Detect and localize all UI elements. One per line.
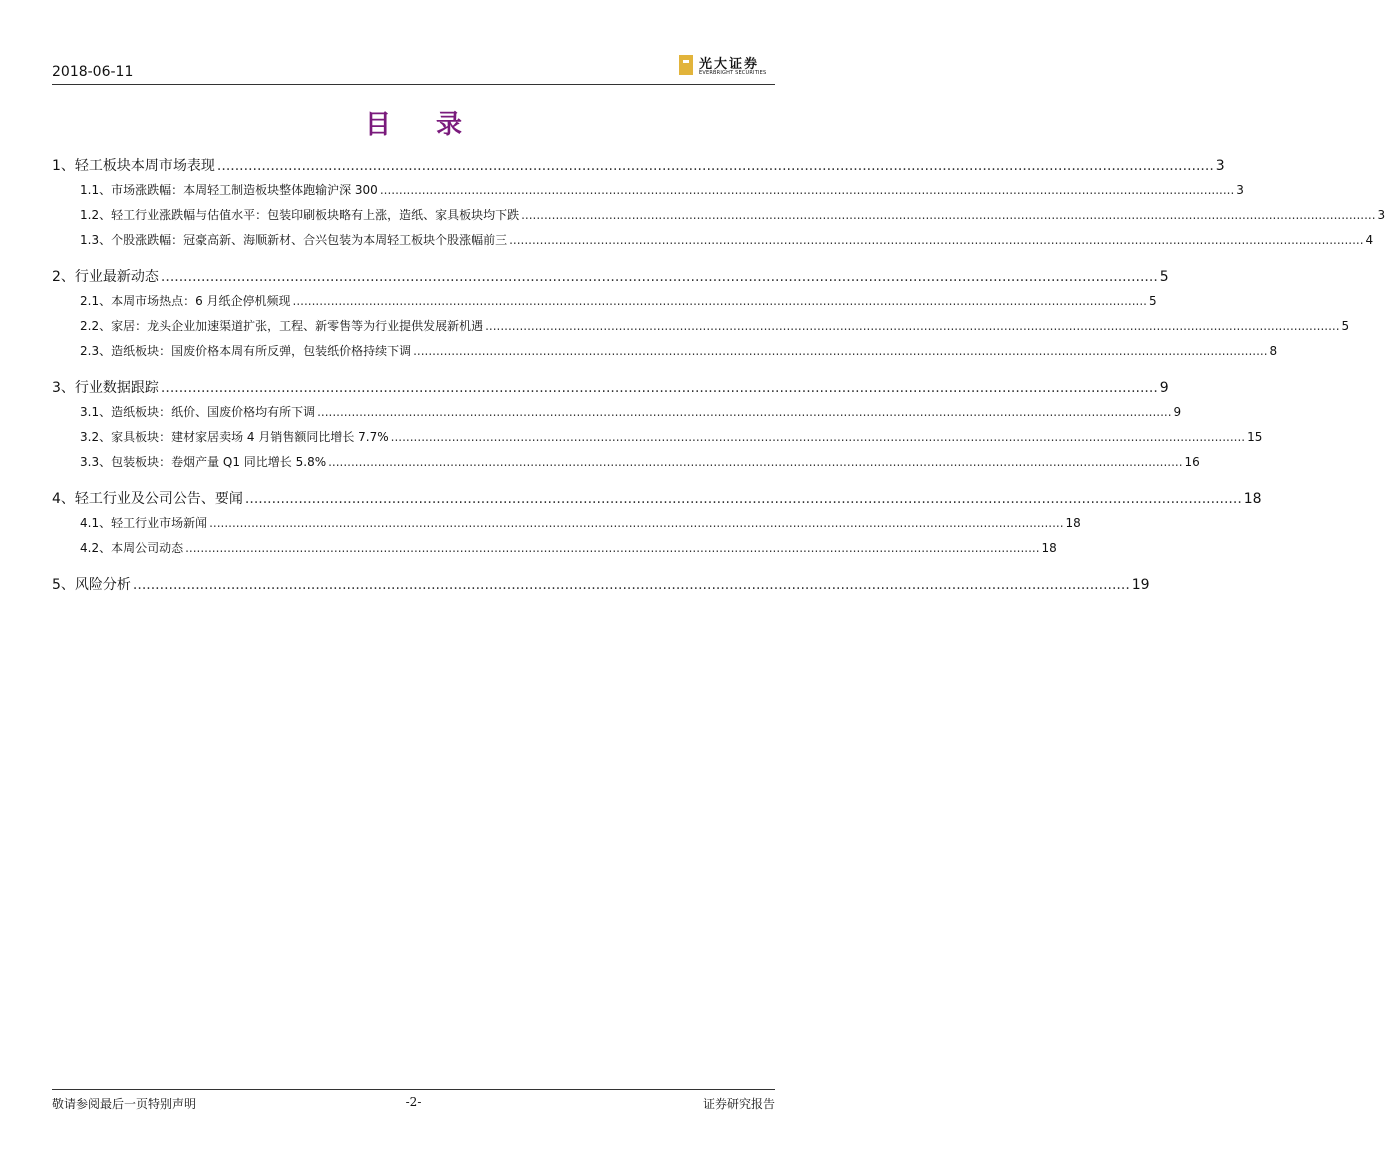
toc-entry-3-1[interactable] — [52, 403, 1182, 428]
toc-leader-dots — [317, 405, 1171, 419]
toc-entry-4[interactable] — [52, 488, 1262, 514]
toc-entry-page: 4 — [1365, 233, 1374, 247]
toc-entry-number: 3、 — [52, 380, 75, 396]
toc-entry-number: 3.3、 — [80, 455, 112, 469]
toc-entry-page: 3 — [1236, 183, 1244, 197]
table-of-contents — [52, 155, 1385, 600]
toc-entry-page: 19 — [1131, 577, 1150, 593]
toc-entry-page: 3 — [1215, 158, 1225, 174]
toc-entry-number: 1.3、 — [80, 233, 112, 247]
toc-entry-title: 个股涨跌幅：冠豪高新、海顺新材、合兴包装为本周轻工板块个股涨幅前三 — [111, 233, 508, 247]
toc-entry-2-3[interactable] — [52, 342, 1278, 367]
toc-entry-title: 轻工行业及公司公告、要闻 — [74, 491, 243, 507]
toc-entry-title: 造纸板块：纸价、国废价格均有所下调 — [111, 405, 316, 419]
toc-leader-dots — [328, 455, 1182, 469]
toc-entry-5[interactable] — [52, 574, 1150, 600]
toc-entry-page: 18 — [1065, 516, 1081, 530]
toc-leader-dots — [485, 319, 1339, 333]
toc-entry-page: 18 — [1243, 491, 1262, 507]
toc-entry-title: 轻工行业市场新闻 — [111, 516, 208, 530]
toc-entry-number: 2.2、 — [80, 319, 112, 333]
brand-logo — [679, 52, 775, 80]
toc-leader-dots — [133, 577, 1130, 593]
toc-entry-title: 行业数据跟踪 — [74, 380, 159, 396]
page-number: -2- — [405, 1095, 422, 1109]
toc-entry-3-2[interactable] — [52, 428, 1263, 453]
page-header — [52, 52, 775, 84]
toc-leader-dots — [293, 294, 1147, 308]
toc-leader-dots — [509, 233, 1363, 247]
toc-entry-4-2[interactable] — [52, 539, 1057, 564]
toc-entry-title: 造纸板块：国废价格本周有所反弹，包装纸价格持续下调 — [111, 344, 412, 358]
toc-title: 目 录 — [364, 110, 481, 140]
toc-entry-page: 18 — [1041, 541, 1057, 555]
toc-entry-number: 4.2、 — [80, 541, 112, 555]
toc-entry-page: 5 — [1341, 319, 1350, 333]
toc-entry-1-1[interactable] — [52, 181, 1244, 206]
logo-chinese-name: 光大证券 — [699, 57, 760, 72]
toc-entry-1[interactable] — [52, 155, 1225, 181]
toc-leader-dots — [245, 491, 1242, 507]
header-divider — [52, 84, 775, 85]
toc-entry-title: 家居：龙头企业加速渠道扩张，工程、新零售等为行业提供发展新机遇 — [111, 319, 484, 333]
toc-entry-title: 本周市场热点：6 月纸企停机频现 — [111, 294, 291, 308]
toc-entry-title: 市场涨跌幅：本周轻工制造板块整体跑输沪深 300 — [111, 183, 378, 197]
toc-entry-title: 家具板块：建材家居卖场 4 月销售额同比增长 7.7% — [111, 430, 389, 444]
toc-leader-dots — [209, 516, 1063, 530]
footer-divider — [52, 1089, 775, 1090]
toc-leader-dots — [161, 269, 1158, 285]
toc-leader-dots — [380, 183, 1234, 197]
toc-entry-4-1[interactable] — [52, 514, 1081, 539]
toc-entry-1-2[interactable] — [52, 206, 1385, 231]
toc-entry-2-2[interactable] — [52, 317, 1350, 342]
toc-entry-page: 5 — [1148, 294, 1157, 308]
toc-entry-page: 9 — [1159, 380, 1169, 396]
toc-entry-3[interactable] — [52, 377, 1169, 403]
toc-entry-title: 行业最新动态 — [74, 269, 159, 285]
toc-entry-title: 轻工行业涨跌幅与估值水平：包装印刷板块略有上涨，造纸、家具板块均下跌 — [111, 208, 520, 222]
toc-entry-2-1[interactable] — [52, 292, 1157, 317]
toc-entry-2[interactable] — [52, 266, 1169, 292]
toc-entry-number: 4.1、 — [80, 516, 112, 530]
toc-leader-dots — [185, 541, 1039, 555]
toc-entry-page: 3 — [1377, 208, 1385, 222]
toc-entry-number: 1.1、 — [80, 183, 112, 197]
logo-mark-icon — [679, 55, 693, 75]
toc-entry-number: 1、 — [52, 158, 75, 174]
toc-entry-number: 4、 — [52, 491, 75, 507]
toc-entry-3-3[interactable] — [52, 453, 1200, 478]
toc-entry-title: 轻工板块本周市场表现 — [74, 158, 215, 174]
logo-english-name: EVERBRIGHT SECURITIES — [699, 70, 767, 76]
toc-entry-title: 包装板块：卷烟产量 Q1 同比增长 5.8% — [111, 455, 327, 469]
toc-entry-page: 5 — [1159, 269, 1169, 285]
toc-entry-number: 1.2、 — [80, 208, 112, 222]
toc-entry-page: 15 — [1247, 430, 1263, 444]
disclaimer-note: 敬请参阅最后一页特别声明 — [52, 1097, 197, 1111]
report-date: 2018-06-11 — [52, 64, 134, 80]
toc-leader-dots — [521, 208, 1375, 222]
toc-entry-number: 2.1、 — [80, 294, 112, 308]
toc-entry-number: 3.1、 — [80, 405, 112, 419]
toc-entry-number: 3.2、 — [80, 430, 112, 444]
page-footer — [52, 1095, 775, 1113]
toc-entry-page: 8 — [1269, 344, 1278, 358]
toc-entry-number: 2.3、 — [80, 344, 112, 358]
toc-entry-1-3[interactable] — [52, 231, 1374, 256]
toc-entry-page: 9 — [1173, 405, 1182, 419]
toc-leader-dots — [413, 344, 1267, 358]
toc-entry-number: 5、 — [52, 577, 75, 593]
toc-entry-title: 风险分析 — [74, 577, 131, 593]
toc-entry-title: 本周公司动态 — [111, 541, 184, 555]
toc-entry-number: 2、 — [52, 269, 75, 285]
toc-leader-dots — [217, 158, 1214, 174]
report-type: 证券研究报告 — [702, 1097, 775, 1111]
toc-entry-page: 16 — [1184, 455, 1200, 469]
toc-leader-dots — [161, 380, 1158, 396]
toc-leader-dots — [391, 430, 1245, 444]
